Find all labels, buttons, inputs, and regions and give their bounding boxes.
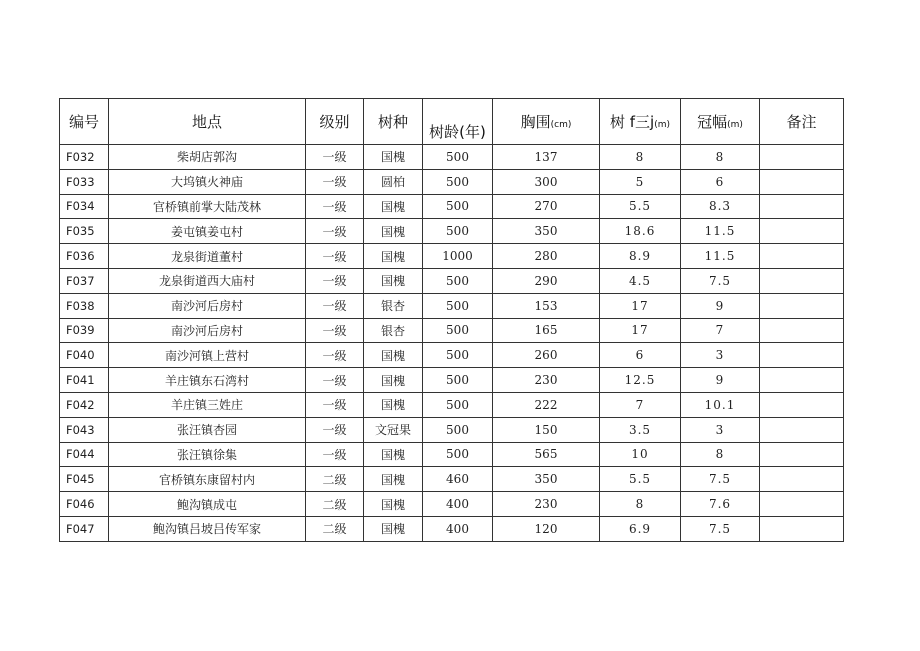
cell-height: 5.5	[600, 467, 681, 492]
table-row	[60, 492, 844, 517]
cell-crown: 7.5	[681, 516, 760, 541]
cell-crown: 3	[681, 343, 760, 368]
cell-grade: 二级	[306, 492, 364, 517]
cell-age: 500	[423, 343, 493, 368]
cell-girth: 350	[493, 467, 600, 492]
cell-girth: 222	[493, 392, 600, 417]
cell-grade: 一级	[306, 293, 364, 318]
header-notes: 备注	[760, 99, 844, 145]
cell-location: 鲍沟镇成屯	[109, 492, 306, 517]
cell-height: 4.5	[600, 268, 681, 293]
cell-location: 官桥镇东康留村内	[109, 467, 306, 492]
cell-notes	[760, 293, 844, 318]
header-crown	[681, 99, 760, 145]
cell-id: F046	[60, 492, 109, 517]
cell-location: 大坞镇火神庙	[109, 169, 306, 194]
cell-grade: 一级	[306, 417, 364, 442]
table-row	[60, 392, 844, 417]
cell-crown: 7.5	[681, 268, 760, 293]
table-row	[60, 516, 844, 541]
cell-height: 8.9	[600, 244, 681, 269]
cell-species: 银杏	[364, 318, 423, 343]
cell-age: 400	[423, 516, 493, 541]
cell-girth: 153	[493, 293, 600, 318]
cell-grade: 一级	[306, 442, 364, 467]
table-row	[60, 417, 844, 442]
cell-grade: 一级	[306, 268, 364, 293]
cell-age: 500	[423, 368, 493, 393]
cell-height: 3.5	[600, 417, 681, 442]
cell-height: 17	[600, 293, 681, 318]
header-age: 树龄(年)	[423, 99, 493, 145]
cell-grade: 一级	[306, 392, 364, 417]
cell-location: 南沙河后房村	[109, 293, 306, 318]
cell-height: 6.9	[600, 516, 681, 541]
cell-id: F038	[60, 293, 109, 318]
cell-girth: 230	[493, 492, 600, 517]
cell-id: F042	[60, 392, 109, 417]
cell-notes	[760, 268, 844, 293]
cell-species: 国槐	[364, 194, 423, 219]
cell-id: F035	[60, 219, 109, 244]
cell-species: 国槐	[364, 268, 423, 293]
cell-species: 圆柏	[364, 169, 423, 194]
table-row	[60, 318, 844, 343]
cell-notes	[760, 169, 844, 194]
cell-girth: 260	[493, 343, 600, 368]
cell-grade: 一级	[306, 343, 364, 368]
cell-species: 国槐	[364, 442, 423, 467]
cell-height: 18.6	[600, 219, 681, 244]
cell-grade: 一级	[306, 368, 364, 393]
cell-crown: 7	[681, 318, 760, 343]
cell-notes	[760, 318, 844, 343]
header-girth	[493, 99, 600, 145]
cell-notes	[760, 492, 844, 517]
table-row	[60, 244, 844, 269]
cell-age: 500	[423, 219, 493, 244]
cell-species: 国槐	[364, 145, 423, 170]
cell-crown: 9	[681, 293, 760, 318]
cell-id: F034	[60, 194, 109, 219]
cell-notes	[760, 343, 844, 368]
cell-location: 龙泉街道西大庙村	[109, 268, 306, 293]
cell-species: 国槐	[364, 368, 423, 393]
cell-grade: 一级	[306, 169, 364, 194]
cell-species: 国槐	[364, 492, 423, 517]
cell-girth: 565	[493, 442, 600, 467]
ancient-tree-table	[59, 98, 844, 542]
cell-crown: 7.6	[681, 492, 760, 517]
cell-crown: 11.5	[681, 219, 760, 244]
cell-age: 500	[423, 293, 493, 318]
cell-species: 国槐	[364, 392, 423, 417]
cell-species: 国槐	[364, 516, 423, 541]
table-row	[60, 293, 844, 318]
cell-id: F037	[60, 268, 109, 293]
cell-age: 1000	[423, 244, 493, 269]
table-row	[60, 268, 844, 293]
cell-height: 8	[600, 492, 681, 517]
cell-id: F047	[60, 516, 109, 541]
cell-height: 10	[600, 442, 681, 467]
cell-age: 500	[423, 442, 493, 467]
cell-location: 张汪镇杏园	[109, 417, 306, 442]
cell-crown: 8	[681, 442, 760, 467]
cell-id: F041	[60, 368, 109, 393]
header-location: 地点	[109, 99, 306, 145]
cell-crown: 11.5	[681, 244, 760, 269]
cell-height: 6	[600, 343, 681, 368]
cell-location: 羊庄镇三姓庄	[109, 392, 306, 417]
cell-grade: 二级	[306, 516, 364, 541]
cell-location: 柴胡店郭沟	[109, 145, 306, 170]
cell-height: 5	[600, 169, 681, 194]
header-crown-unit: (m)	[727, 120, 743, 130]
cell-notes	[760, 467, 844, 492]
cell-height: 8	[600, 145, 681, 170]
header-height	[600, 99, 681, 145]
cell-location: 鲍沟镇吕坡吕传军家	[109, 516, 306, 541]
cell-age: 400	[423, 492, 493, 517]
table-row	[60, 145, 844, 170]
cell-id: F040	[60, 343, 109, 368]
header-girth-unit: (cm)	[550, 120, 572, 130]
cell-id: F045	[60, 467, 109, 492]
cell-grade: 一级	[306, 194, 364, 219]
table-body	[60, 145, 844, 542]
cell-location: 姜屯镇姜屯村	[109, 219, 306, 244]
cell-age: 460	[423, 467, 493, 492]
header-girth-label: 胸围	[520, 113, 551, 131]
cell-girth: 350	[493, 219, 600, 244]
cell-girth: 165	[493, 318, 600, 343]
cell-age: 500	[423, 392, 493, 417]
cell-crown: 6	[681, 169, 760, 194]
cell-species: 文冠果	[364, 417, 423, 442]
cell-age: 500	[423, 318, 493, 343]
cell-grade: 一级	[306, 244, 364, 269]
cell-notes	[760, 392, 844, 417]
cell-species: 国槐	[364, 343, 423, 368]
cell-id: F043	[60, 417, 109, 442]
table-row	[60, 169, 844, 194]
cell-age: 500	[423, 194, 493, 219]
cell-notes	[760, 368, 844, 393]
header-height-unit: (m)	[654, 120, 670, 130]
cell-crown: 3	[681, 417, 760, 442]
cell-location: 龙泉街道董村	[109, 244, 306, 269]
cell-notes	[760, 516, 844, 541]
cell-girth: 230	[493, 368, 600, 393]
cell-location: 南沙河镇上营村	[109, 343, 306, 368]
cell-notes	[760, 219, 844, 244]
cell-id: F039	[60, 318, 109, 343]
cell-species: 国槐	[364, 467, 423, 492]
cell-crown: 10.1	[681, 392, 760, 417]
cell-girth: 280	[493, 244, 600, 269]
cell-notes	[760, 442, 844, 467]
header-height-label: 树 f三j	[609, 113, 655, 131]
cell-age: 500	[423, 169, 493, 194]
cell-age: 500	[423, 145, 493, 170]
cell-grade: 一级	[306, 318, 364, 343]
cell-id: F033	[60, 169, 109, 194]
cell-location: 官桥镇前掌大陆茂林	[109, 194, 306, 219]
table-row	[60, 368, 844, 393]
cell-location: 张汪镇徐集	[109, 442, 306, 467]
cell-notes	[760, 194, 844, 219]
cell-crown: 9	[681, 368, 760, 393]
cell-grade: 一级	[306, 145, 364, 170]
cell-age: 500	[423, 417, 493, 442]
cell-crown: 8	[681, 145, 760, 170]
cell-location: 羊庄镇东石湾村	[109, 368, 306, 393]
header-grade: 级别	[306, 99, 364, 145]
cell-grade: 一级	[306, 219, 364, 244]
cell-height: 17	[600, 318, 681, 343]
cell-species: 国槐	[364, 219, 423, 244]
header-crown-label: 冠幅	[697, 113, 728, 131]
cell-girth: 137	[493, 145, 600, 170]
cell-notes	[760, 244, 844, 269]
cell-girth: 150	[493, 417, 600, 442]
cell-height: 7	[600, 392, 681, 417]
cell-grade: 二级	[306, 467, 364, 492]
cell-girth: 120	[493, 516, 600, 541]
cell-id: F032	[60, 145, 109, 170]
header-id: 编号	[60, 99, 109, 145]
table-row	[60, 194, 844, 219]
cell-species: 银杏	[364, 293, 423, 318]
cell-crown: 8.3	[681, 194, 760, 219]
cell-girth: 270	[493, 194, 600, 219]
table-header-row	[60, 99, 844, 145]
table-row	[60, 219, 844, 244]
header-species: 树种	[364, 99, 423, 145]
cell-id: F036	[60, 244, 109, 269]
cell-height: 5.5	[600, 194, 681, 219]
cell-girth: 300	[493, 169, 600, 194]
cell-crown: 7.5	[681, 467, 760, 492]
cell-id: F044	[60, 442, 109, 467]
cell-age: 500	[423, 268, 493, 293]
cell-location: 南沙河后房村	[109, 318, 306, 343]
cell-girth: 290	[493, 268, 600, 293]
cell-height: 12.5	[600, 368, 681, 393]
cell-notes	[760, 417, 844, 442]
table-row	[60, 442, 844, 467]
table-row	[60, 467, 844, 492]
cell-notes	[760, 145, 844, 170]
cell-species: 国槐	[364, 244, 423, 269]
table-row	[60, 343, 844, 368]
